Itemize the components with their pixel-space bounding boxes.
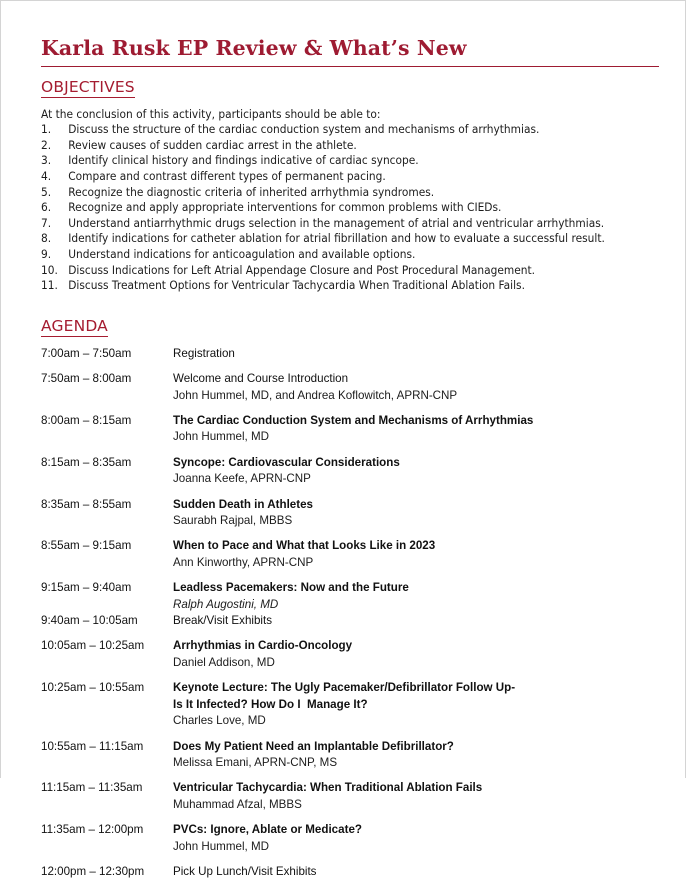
- agenda-session-presenter: Ralph Augostini, MD: [173, 597, 279, 611]
- agenda-session: [173, 864, 661, 880]
- agenda-session: [173, 455, 661, 488]
- agenda-time: 8:55am – 9:15am: [41, 539, 132, 553]
- title-divider: [41, 66, 659, 67]
- agenda-session-title: Welcome and Course Introduction: [173, 372, 349, 386]
- agenda-session: [173, 580, 661, 613]
- agenda-session-title: Break/Visit Exhibits: [173, 614, 273, 628]
- objective-text: Identify clinical history and findings indicative of cardiac syncope.: [68, 154, 419, 168]
- objective-item: [41, 247, 661, 263]
- page-title: Karla Rusk EP Review & What’s New: [41, 36, 467, 60]
- agenda-time: 8:15am – 8:35am: [41, 455, 132, 469]
- agenda-row: [41, 680, 661, 729]
- agenda-session-title: Does My Patient Need an Implantable Defibrillator?: [173, 739, 454, 753]
- objective-number: 8.: [41, 232, 52, 246]
- agenda-session-title: Registration: [173, 346, 235, 360]
- agenda-session-presenter: Ann Kinworthy, APRN-CNP: [173, 555, 314, 569]
- objective-item: [41, 231, 661, 247]
- agenda-time: 7:50am – 8:00am: [41, 372, 132, 386]
- agenda-time: 10:25am – 10:55am: [41, 681, 145, 695]
- agenda-row: [41, 780, 661, 813]
- agenda-row: [41, 346, 661, 362]
- agenda-session-title: PVCs: Ignore, Ablate or Medicate?: [173, 823, 362, 837]
- agenda-session: [173, 822, 661, 855]
- agenda-session-title: Syncope: Cardiovascular Considerations: [173, 455, 400, 469]
- objective-text: Discuss the structure of the cardiac conduction system and mechanisms of arrhythmias.: [68, 123, 540, 137]
- agenda-time: 11:35am – 12:00pm: [41, 823, 144, 837]
- agenda-session: [173, 613, 661, 629]
- agenda-row: [41, 613, 661, 629]
- agenda-session: [173, 413, 661, 446]
- objective-text: Understand antiarrhythmic drugs selection in the management of atrial and ventricular arrhythmias.: [68, 216, 605, 230]
- objective-item: [41, 200, 661, 216]
- agenda-row: [41, 822, 661, 855]
- objective-item: [41, 263, 661, 279]
- agenda-session: [173, 346, 661, 362]
- objective-item: [41, 216, 661, 232]
- agenda-session-presenter: Muhammad Afzal, MBBS: [173, 797, 302, 811]
- objective-text: Discuss Indications for Left Atrial Appendage Closure and Post Procedural Management.: [68, 263, 536, 277]
- agenda-time: 12:00pm – 12:30pm: [41, 864, 145, 878]
- agenda-time: 8:00am – 8:15am: [41, 414, 132, 427]
- agenda-time: 9:40am – 10:05am: [41, 614, 138, 628]
- agenda-time: 11:15am – 11:35am: [41, 781, 143, 795]
- agenda-session: [173, 680, 661, 729]
- agenda-row: [41, 538, 661, 571]
- objective-item: [41, 138, 661, 154]
- objective-number: 9.: [41, 247, 52, 261]
- agenda-session: [173, 538, 661, 571]
- agenda-time: 9:15am – 9:40am: [41, 581, 132, 595]
- objective-text: Identify indications for catheter ablation for atrial fibrillation and how to evaluate a successful result.: [68, 232, 605, 246]
- objective-item: [41, 169, 661, 185]
- objective-text: Discuss Treatment Options for Ventricular Tachycardia When Traditional Ablation Fails.: [68, 279, 525, 293]
- agenda-session: [173, 497, 661, 530]
- agenda-session-title: Sudden Death in Athletes: [173, 497, 313, 511]
- objective-text: Review causes of sudden cardiac arrest in the athlete.: [68, 138, 357, 152]
- objective-number: 3.: [41, 154, 52, 168]
- objective-number: 5.: [41, 185, 52, 199]
- agenda-session-title: Pick Up Lunch/Visit Exhibits: [173, 864, 317, 878]
- objective-item: [41, 122, 661, 138]
- agenda-session-title: The Cardiac Conduction System and Mechanisms of Arrhythmias: [173, 414, 534, 427]
- agenda-row: [41, 497, 661, 530]
- agenda-session-presenter: John Hummel, MD: [173, 839, 269, 853]
- agenda-session-presenter: Joanna Keefe, APRN-CNP: [173, 472, 311, 486]
- objectives-list: [41, 122, 661, 294]
- agenda-time: 10:05am – 10:25am: [41, 639, 145, 653]
- agenda-section: [41, 346, 661, 881]
- objectives-heading-wrap: [41, 79, 661, 98]
- objective-text: Recognize and apply appropriate interventions for common problems with CIEDs.: [68, 201, 502, 215]
- agenda-session-title: Ventricular Tachycardia: When Traditional Ablation Fails: [173, 781, 483, 795]
- agenda-row: [41, 864, 661, 880]
- objective-item: [41, 153, 661, 169]
- agenda-row: [41, 638, 661, 671]
- agenda-session: [173, 638, 661, 671]
- agenda-session-presenter: Saurabh Rajpal, MBBS: [173, 514, 293, 528]
- agenda-session-presenter: Daniel Addison, MD: [173, 655, 275, 669]
- agenda-row: [41, 371, 661, 404]
- agenda-time: 10:55am – 11:15am: [41, 739, 144, 753]
- agenda-session-title: Leadless Pacemakers: Now and the Future: [173, 581, 409, 595]
- agenda-session-presenter: John Hummel, MD: [173, 430, 269, 444]
- agenda-session: [173, 739, 661, 772]
- objective-text: Understand indications for anticoagulation and available options.: [68, 247, 416, 261]
- agenda-row: [41, 455, 661, 488]
- objective-number: 10.: [41, 263, 58, 277]
- agenda-time: 8:35am – 8:55am: [41, 497, 132, 511]
- objective-number: 6.: [41, 201, 52, 215]
- objective-number: 2.: [41, 138, 52, 152]
- objective-text: Compare and contrast different types of permanent pacing.: [68, 169, 386, 183]
- objectives-lead-in: At the conclusion of this activity, participants should be able to:: [41, 107, 381, 121]
- objective-text: Recognize the diagnostic criteria of inherited arrhythmia syndromes.: [68, 185, 435, 199]
- agenda-heading-wrap: [41, 318, 661, 337]
- agenda-session-presenter: John Hummel, MD, and Andrea Koflowitch, APRN-CNP: [173, 388, 458, 402]
- agenda-time: 7:00am – 7:50am: [41, 346, 132, 360]
- agenda-session-title-line2: Is It Infected? How Do I Manage It?: [173, 697, 368, 711]
- agenda-row: [41, 413, 661, 446]
- agenda-session-title: Arrhythmias in Cardio-Oncology: [173, 639, 353, 653]
- agenda-session-title: When to Pace and What that Looks Like in 2023: [173, 539, 436, 553]
- agenda-session-title: Keynote Lecture: The Ugly Pacemaker/Defibrillator Follow Up-: [173, 681, 516, 695]
- objective-number: 1.: [41, 123, 52, 137]
- agenda-session: [173, 371, 661, 404]
- objective-number: 4.: [41, 169, 52, 183]
- objective-item: [41, 278, 661, 294]
- agenda-session-presenter: Charles Love, MD: [173, 714, 266, 728]
- objective-number: 7.: [41, 216, 52, 230]
- objectives-heading: OBJECTIVES: [41, 79, 135, 98]
- agenda-row: [41, 580, 661, 613]
- objectives-section: [41, 107, 661, 294]
- document-content: [41, 37, 661, 889]
- agenda-session: [173, 780, 661, 813]
- agenda-row: [41, 739, 661, 772]
- agenda-session-presenter: Melissa Emani, APRN-CNP, MS: [173, 755, 338, 769]
- agenda-heading: AGENDA: [41, 318, 108, 337]
- objective-number: 11.: [41, 279, 58, 293]
- objective-item: [41, 185, 661, 201]
